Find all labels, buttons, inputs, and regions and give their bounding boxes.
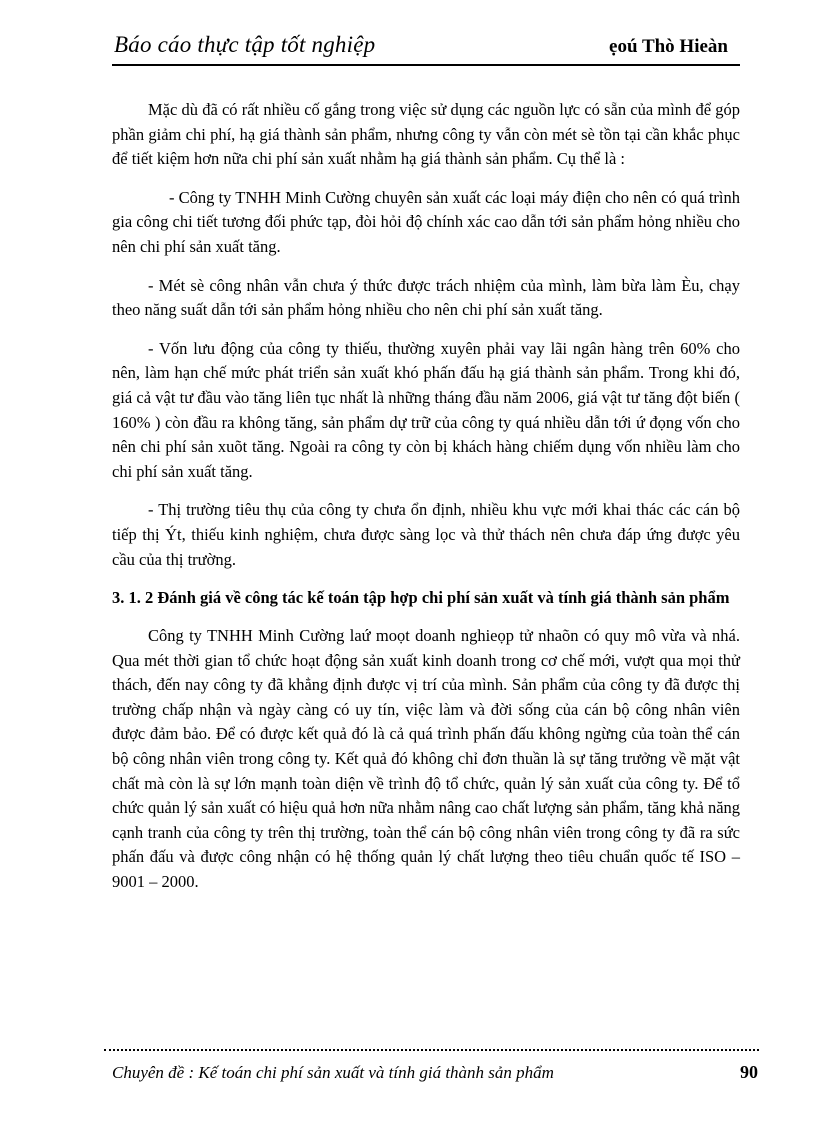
issue-paragraph-production: - Công ty TNHH Minh Cường chuyên sản xuất các loại máy điện cho nên có quá trình gia công chi tiết tương đối phức tạp, đòi hỏi độ chính xác cao dẫn tới sản phẩm hỏng nhiều cho nên chi phí sản xuất tăng. xyxy=(112,187,740,256)
footer-topic: Chuyên đề : Kế toán chi phí sản xuất và tính giá thành sản phẩm xyxy=(112,1063,554,1082)
document-body xyxy=(112,98,740,909)
issue-paragraph-workers: - Mét sè công nhân vẫn chưa ý thức được trách nhiệm của mình, làm bừa làm Èu, chạy theo năng suất dẫn tới sản phẩm hỏng nhiều cho nên chi phí sản xuất tăng. xyxy=(112,275,740,320)
issue-paragraph-capital: - Vốn lưu động của công ty thiếu, thường xuyên phải vay lãi ngân hàng trên 60% cho nên, làm hạn chế mức phát triển sản xuất khó phấn đấu hạ giá thành sản phẩm. Trong khi đó, giá cả vật tư đầu vào tăng liên tục nhất là những tháng đầu năm 2006, giá vật tư tăng đột biến ( 160% ) còn đầu ra không tăng, sản phẩm dự trữ của công ty quá nhiều dẫn tới ứ đọng vốn cho nên chi phí sản xuõt tăng. Ngoài ra công ty còn bị khách hàng chiếm dụng vốn nhiều làm cho chi phí sản xuất tăng. xyxy=(112,338,740,481)
page-header xyxy=(112,30,740,66)
section-paragraph: Công ty TNHH Minh Cường laứ moọt doanh nghieọp tử nhaõn có quy mô vừa và nhá. Qua mét thời gian tổ chức hoạt động sản xuất kinh doanh trong cơ chế mới, vượt qua mọi thử thách, đến nay công ty đã khẳng định được vị trí của mình. Sản phẩm của công ty đã được thị trường chấp nhận và ngày càng có uy tín, việc làm và đời sống của cán bộ công nhân viên được đảm bảo. Để có được kết quả đó là cả quá trình phấn đấu không ngừng của toàn thể cán bộ công nhân viên trong công ty. Kết quả đó không chỉ đơn thuần là sự tăng trưởng về mặt vật chất mà còn là sự lớn mạnh toàn diện về trình độ tổ chức, quản lý sản xuất của công ty. Để tổ chức quản lý sản xuất có hiệu quả hơn nữa nhằm nâng cao chất lượng sản phẩm, tăng khả năng cạnh tranh của công ty trên thị trường, toàn thể cán bộ công nhân viên trong công ty đã ra sức phấn đấu và được công nhận có hệ thống quản lý chất lượng theo tiêu chuẩn quốc tế ISO – 9001 – 2000. xyxy=(112,626,741,892)
author-name: ẹoú Thò Hieàn xyxy=(609,36,728,57)
page-number: 90 xyxy=(740,1062,758,1082)
issue-paragraph-market: - Thị trường tiêu thụ của công ty chưa ổn định, nhiều khu vực mới khai thác các cán bộ tiếp thị Ýt, thiếu kinh nghiệm, chưa được sàng lọc và thử thách nên chưa đáp ứng được yêu cầu của thị trường. xyxy=(112,500,740,569)
intro-paragraph: Mặc dù đã có rất nhiều cố gắng trong việc sử dụng các nguồn lực có sẵn của mình để góp phần giảm chi phí, hạ giá thành sản phẩm, nhưng công ty vẫn còn mét sè tồn tại cần khắc phục để tiết kiệm hơn nữa chi phí sản xuất nhằm hạ giá thành sản phẩm. Cụ thể là : xyxy=(112,100,740,169)
section-heading: 3. 1. 2 Đánh giá về công tác kế toán tập hợp chi phí sản xuất và tính giá thành sản phẩm xyxy=(112,588,730,608)
footer-divider xyxy=(104,1049,759,1051)
report-title: Báo cáo thực tập tốt nghiệp xyxy=(114,32,376,57)
